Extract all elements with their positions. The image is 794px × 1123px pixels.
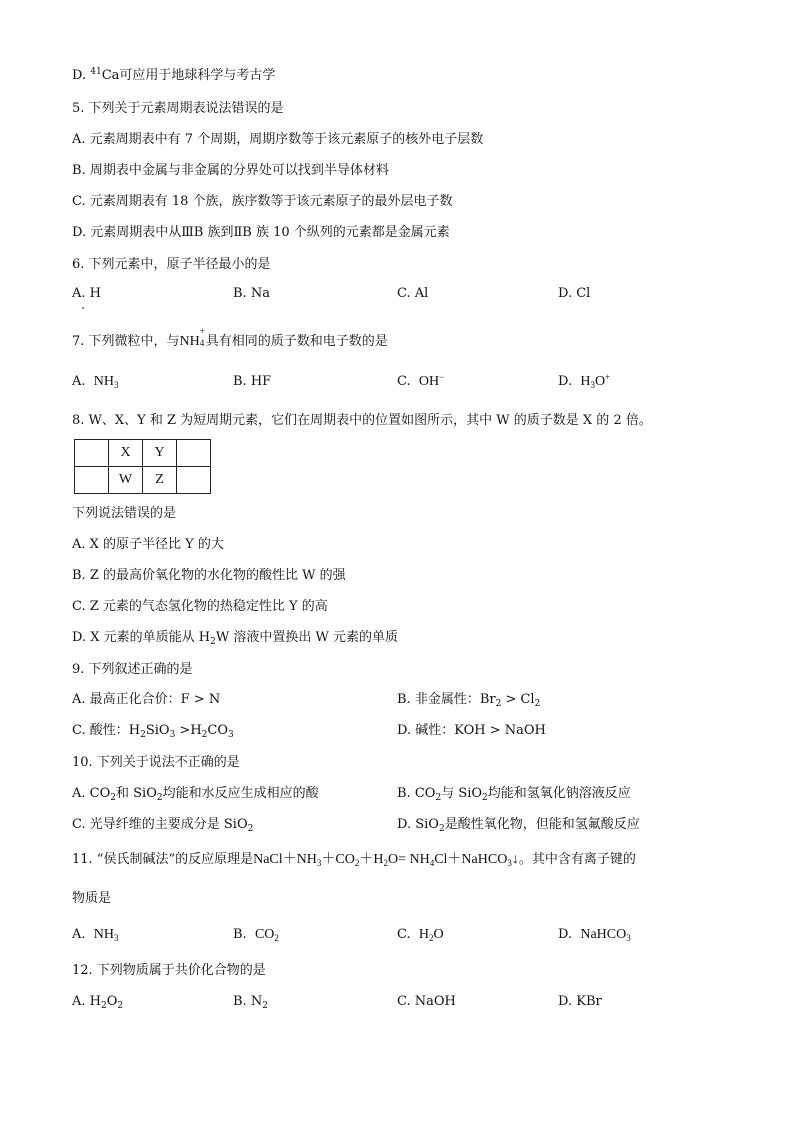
table-cell <box>177 467 211 494</box>
q9-options-row1 <box>72 690 732 710</box>
q5-option-d: D. 元素周期表中从ⅢB 族到ⅡB 族 10 个纵列的元素都是金属元素 <box>72 225 450 240</box>
table-cell <box>75 467 109 494</box>
q6-option-c: C. Al <box>397 286 429 301</box>
q9-stem: 9. 下列叙述正确的是 <box>72 662 193 677</box>
q11-option-c: C. $H_2O$ <box>397 927 444 943</box>
q8-option-b: B. Z 的最高价氧化物的水化物的酸性比 W 的强 <box>72 568 346 583</box>
q8-stem: 8. W、X、Y 和 Z 为短周期元素，它们在周期表中的位置如图所示，其中 W 的质子数是 X 的 2 倍。 <box>72 413 652 428</box>
q8-option-c: C. Z 元素的气态氢化物的热稳定性比 Y 的高 <box>72 599 328 614</box>
q9-option-d: D. 碱性：KOH > NaOH <box>397 723 546 738</box>
table-cell <box>75 440 109 467</box>
q7-option-b: B. HF <box>233 374 272 389</box>
q11-stem: 11. “侯氏制碱法”的反应原理是$NaCl+NH_3+CO_2+H_2O=$ $NH_4Cl+NaHCO_3↓$。其中含有离子键的 <box>72 852 636 868</box>
q12-option-a: A. $H_2O_2$ <box>72 994 124 1011</box>
q9-options-row2 <box>72 721 732 741</box>
q12-option-b: B. $N_2$ <box>233 994 268 1011</box>
q6-option-d: D. Cl <box>558 286 591 301</box>
periodic-table-fragment <box>74 439 211 494</box>
q12-option-d: D. KBr <box>558 994 602 1009</box>
q5-stem: 5. 下列关于元素周期表说法错误的是 <box>72 101 284 116</box>
q12-options <box>72 992 732 1012</box>
q10-option-b: B. $CO_2$与 SiO$_2$均能和氢氧化钠溶液反应 <box>397 786 631 803</box>
q11-option-d: D. NaHCO$_3$ <box>558 927 631 943</box>
q8-option-d: D. X 元素的单质能从 $H_2W$ 溶液中置换出 W 元素的单质 <box>72 630 398 647</box>
q5-option-b: B. 周期表中金属与非金属的分界处可以找到半导体材料 <box>72 163 389 178</box>
q10-stem: 10. 下列关于说法不正确的是 <box>72 755 240 770</box>
q7-stem: 7. 下列微粒中，与NH + 4 具有相同的质子数和电子数的是 <box>72 326 388 349</box>
q5-option-a: A. 元素周期表中有 7 个周期，周期序数等于该元素原子的核外电子层数 <box>72 132 484 147</box>
q6-option-a: A. H <box>72 286 102 301</box>
q12-option-c: C. NaOH <box>397 994 456 1009</box>
q7-option-c: C. OH− <box>397 372 445 389</box>
q10-option-a: A. $CO_2$和 SiO$_2$均能和水反应生成相应的酸 <box>72 786 319 803</box>
q11-option-a: A. $NH_3$ <box>72 927 119 943</box>
q9-option-a: A. 最高正化合价：F > N <box>72 692 221 707</box>
q10-options-row2 <box>72 815 732 835</box>
q7-option-a: A. $NH_3$ <box>72 374 119 390</box>
table-cell: Z <box>143 467 177 494</box>
table-cell: X <box>109 440 143 467</box>
q8-prompt: 下列说法错误的是 <box>72 506 177 521</box>
q6-options <box>72 284 732 304</box>
ammonium-ion: NH + 4 <box>179 326 205 349</box>
q4-option-d: D. $^{41}$Ca可应用于地球科学与考古学 <box>72 67 276 83</box>
q9-option-c: C. 酸性：$H_2SiO_3 >H_2CO_3$ <box>72 723 234 740</box>
q12-stem: 12. 下列物质属于共价化合物的是 <box>72 963 266 978</box>
table-cell: Y <box>143 440 177 467</box>
q7-options <box>72 372 732 392</box>
stray-dot <box>82 307 84 309</box>
q11-stem-line2: 物质是 <box>72 891 112 906</box>
chemical-equation: $NaCl+NH_3+CO_2+H_2O=$ $NH_4Cl+NaHCO_3↓$ <box>253 852 519 868</box>
q8-option-a: A. X 的原子半径比 Y 的大 <box>72 537 224 552</box>
q11-options <box>72 925 732 945</box>
q5-option-c: C. 元素周期表有 18 个族，族序数等于该元素原子的最外层电子数 <box>72 194 453 209</box>
q11-option-b: B. $CO_2$ <box>233 927 279 943</box>
table-cell: W <box>109 467 143 494</box>
q6-stem: 6. 下列元素中，原子半径最小的是 <box>72 257 271 272</box>
q10-options-row1 <box>72 784 732 804</box>
q10-option-d: D. SiO$_2$是酸性氧化物，但能和氢氟酸反应 <box>397 817 640 834</box>
table-cell <box>177 440 211 467</box>
q6-option-b: B. Na <box>233 286 270 301</box>
q7-option-d: D. $H_3O^+$ <box>558 372 611 390</box>
q9-option-b: B. 非金属性：$Br_2 > Cl_2$ <box>397 692 541 709</box>
q10-option-c: C. 光导纤维的主要成分是 SiO$_2$ <box>72 817 254 834</box>
